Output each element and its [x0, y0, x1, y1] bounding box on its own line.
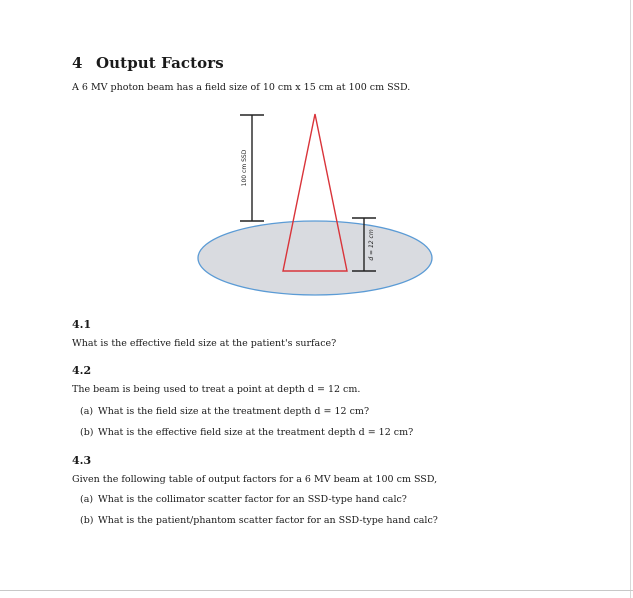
section-heading: [72, 54, 224, 72]
depth-label: d = 12 cm: [368, 229, 375, 261]
question-4-2-b: [80, 427, 413, 438]
beam-diagram: [160, 105, 450, 305]
phantom-ellipse: [198, 221, 432, 295]
question-4-3-b: [80, 515, 438, 526]
section-number: 4: [72, 54, 83, 72]
question-4-3: Given the following table of output factors for a 6 MV beam at 100 cm SSD,: [72, 474, 438, 485]
item-label: (b): [80, 427, 94, 438]
question-4-1: What is the effective field size at the patient's surface?: [72, 338, 337, 349]
item-text: What is the collimator scatter factor for an SSD-type hand calc?: [98, 494, 407, 505]
item-label: (b): [80, 515, 94, 526]
page-edge-bottom: [0, 590, 633, 591]
subsection-4-1-heading: 4.1: [72, 318, 92, 331]
item-label: (a): [80, 406, 94, 417]
subsection-4-2-heading: 4.2: [72, 364, 92, 377]
item-label: (a): [80, 494, 94, 505]
item-text: What is the patient/phantom scatter factor for an SSD-type hand calc?: [98, 515, 438, 526]
question-4-3-a: [80, 494, 407, 505]
section-title: Output Factors: [96, 54, 224, 72]
question-4-2-a: [80, 406, 369, 417]
subsection-4-3-heading: 4.3: [72, 454, 92, 467]
ssd-label: 100 cm SSD: [241, 149, 248, 187]
item-text: What is the effective field size at the treatment depth d = 12 cm?: [98, 427, 414, 438]
intro-text: A 6 MV photon beam has a field size of 10 cm x 15 cm at 100 cm SSD.: [72, 82, 411, 93]
page-edge-right: [630, 0, 631, 598]
question-4-2: The beam is being used to treat a point at depth d = 12 cm.: [72, 384, 361, 395]
item-text: What is the field size at the treatment depth d = 12 cm?: [98, 406, 370, 417]
